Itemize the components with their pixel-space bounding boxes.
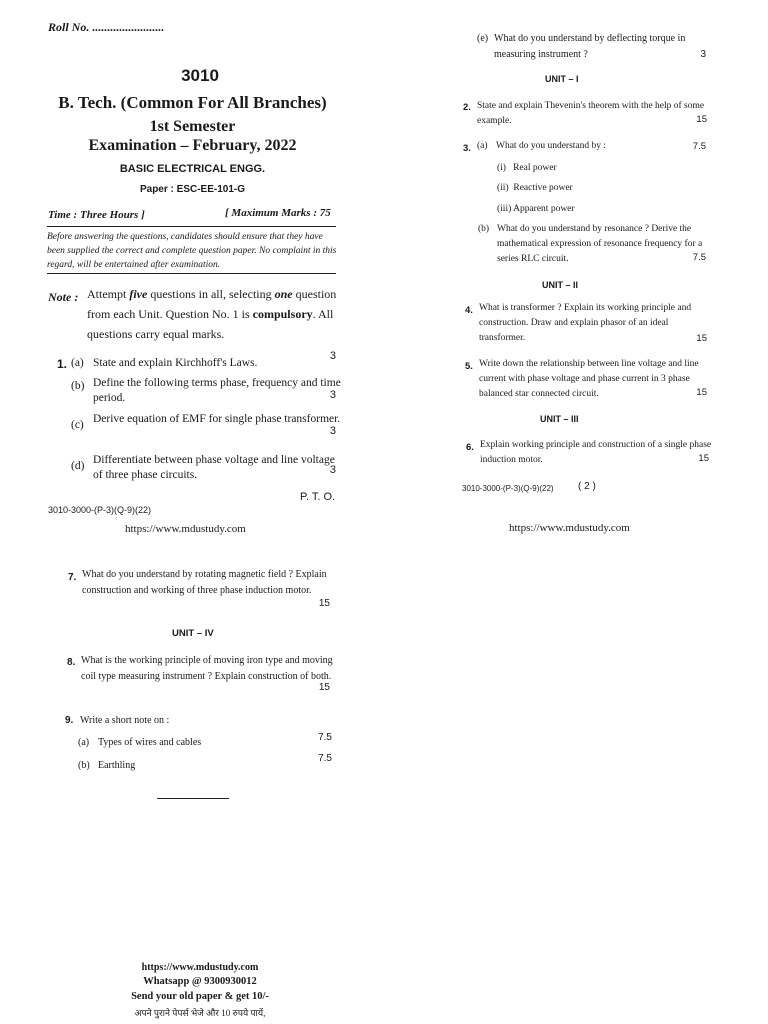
promo-send-paper: Send your old paper & get 10/- [131,991,269,1002]
maximum-marks: [ Maximum Marks : 75 [225,207,331,219]
q1b-marks: 3 [329,389,336,401]
q5-marks: 15 [696,387,707,398]
unit-4-heading: UNIT – IV [172,628,214,639]
page1-footer-code: 3010-3000-(P-3)(Q-9)(22) [48,505,152,515]
semester: 1st Semester [149,118,236,135]
q2-number: 2. [463,102,471,113]
q7-text: What do you understand by rotating magnetic field ? Explain construction and working of three phase induction motor. [82,569,327,596]
q4-text: What is transformer ? Explain its working principle and construction. Draw and explain phasor of an ideal transformer. [479,303,692,343]
q5-number: 5. [465,361,473,372]
q3a-text: What do you understand by : [496,141,607,151]
unit-1-heading: UNIT – I [545,74,579,84]
q9b-label: (b) [78,760,90,771]
unit-2-heading: UNIT – II [542,280,579,290]
q1d-label: (d) [71,460,85,472]
q3b-label: (b) [478,224,490,234]
pto: P. T. O. [300,491,336,503]
q3b-text: What do you understand by resonance ? Derive the mathematical expression of resonance frequency for a series RLC circuit. [497,224,703,264]
q3-item-apparent-power: (iii) Apparent power [497,204,575,214]
roll-number: Roll No. ........................ [48,20,165,34]
q9-text: Write a short note on : [80,715,170,726]
q3a-label: (a) [477,141,488,151]
note-one: one [274,287,293,301]
q3-item-real-power: (i) Real power [497,163,557,173]
note-label: Note : [48,290,79,304]
q1-number: 1. [57,357,68,371]
q9b-text: Earthling [98,760,136,771]
q1c-marks: 3 [329,425,336,437]
q1e-label: (e) [477,33,489,44]
q1c-label: (c) [71,419,84,431]
q1a-label: (a) [71,357,84,369]
q9b-marks: 7.5 [318,753,332,764]
q7-number: 7. [68,572,77,583]
paper-code: 3010 [181,66,219,85]
subject: BASIC ELECTRICAL ENGG. [119,163,266,175]
q1e-marks: 3 [700,49,706,60]
q1a-text: State and explain Kirchhoff's Laws. [93,357,258,369]
note-compulsory: compulsory [252,307,313,321]
page2-url: https://www.mdustudy.com [509,522,630,534]
note-mid2: question from each Unit. Question No. 1 is [87,287,337,321]
q1d-text: Differentiate between phase voltage and line voltage of three phase circuits. [93,454,335,481]
q1b-text: Define the following terms phase, frequency and time period. [93,377,341,404]
note-mid: questions in all, selecting [147,287,275,301]
unit-3-heading: UNIT – III [540,414,579,424]
promo-hindi: अपने पुराने पेपर्स भेजे और 10 रुपये पायें, [134,1008,266,1018]
paper-id: Paper : ESC-EE-101-G [139,184,246,195]
q8-number: 8. [67,657,76,668]
q6-text: Explain working principle and construction of a single phase induction motor. [480,440,712,465]
q2-text: State and explain Thevenin's theorem with the help of some example. [477,101,705,126]
q5-text: Write down the relationship between line voltage and line current with phase voltage and phase current in 3 phase balanced star connected circuit. [479,359,699,399]
q3-item-reactive-power: (ii) Reactive power [497,183,573,193]
q9-number: 9. [65,715,74,726]
course-title: B. Tech. (Common For All Branches) [58,93,327,112]
q1e-text: What do you understand by deflecting torque in measuring instrument ? [494,33,686,60]
page2-footer-code: 3010-3000-(P-3)(Q-9)(22) [462,484,554,493]
end-rule [157,798,229,799]
q3-number: 3. [463,143,471,154]
q6-number: 6. [466,442,474,453]
q1b-label: (b) [71,380,85,392]
q8-marks: 15 [318,682,330,693]
promo-url: https://www.mdustudy.com [141,962,259,973]
note-pre: Attempt [87,287,130,301]
q3a-marks: 7.5 [692,141,706,152]
q1c-text: Derive equation of EMF for single phase transformer. [93,413,341,425]
q4-marks: 15 [696,333,707,344]
q4-number: 4. [465,305,473,316]
note-five: five [129,287,148,301]
q8-text: What is the working principle of moving iron type and moving coil type measuring instrument ? Explain construction of both. [81,655,333,682]
q9a-text: Types of wires and cables [98,737,202,748]
page2-number: ( 2 ) [578,481,596,492]
instructions-rule [47,273,336,274]
q9a-label: (a) [78,737,90,748]
note-end: . All questions carry equal marks. [87,307,334,341]
q7-marks: 15 [318,598,330,609]
q1a-marks: 3 [329,350,336,362]
q6-marks: 15 [698,453,709,464]
q1d-marks: 3 [329,464,336,476]
promo-whatsapp: Whatsapp @ 9300930012 [143,976,257,987]
page1-url: https://www.mdustudy.com [125,523,246,535]
q3b-marks: 7.5 [692,252,706,263]
time-limit: Time : Three Hours ] [48,209,145,221]
exam-title: Examination – February, 2022 [88,137,297,154]
q2-marks: 15 [696,114,707,125]
instructions: Before answering the questions, candidates should ensure that they have been supplied the correct and complete question paper. No complaint in this regard, will be entertained after examination. [47,232,337,270]
header-rule [47,226,336,227]
q9a-marks: 7.5 [318,732,332,743]
note-text [87,284,339,344]
